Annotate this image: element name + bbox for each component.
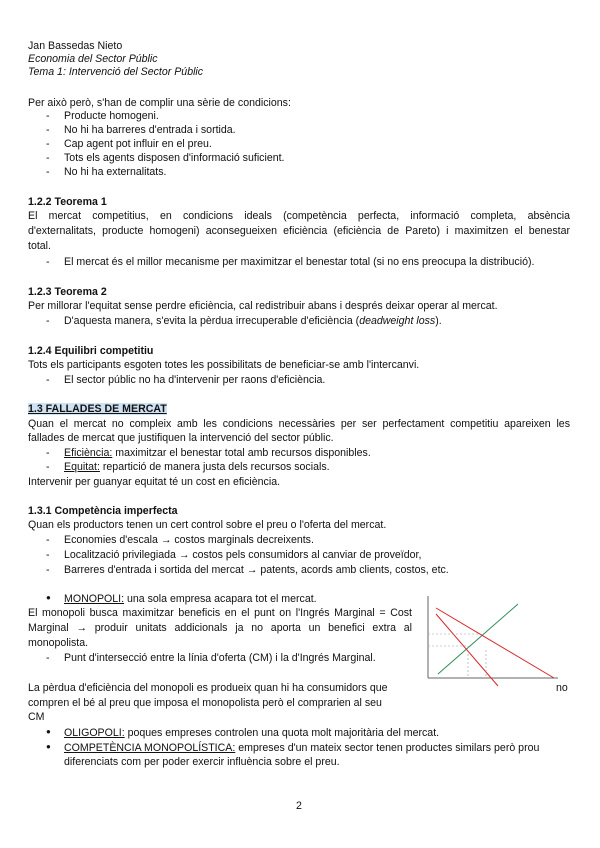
list-item: D'aquesta manera, s'evita la pèrdua irrecuperable d'eficiència (deadweight loss). <box>64 315 442 327</box>
list-item: Tots els agents disposen d'informació suficient. <box>64 152 285 164</box>
document-page: Jan Bassedas Nieto Economia del Sector Públic Tema 1: Intervenció del Sector Públic Per això però, s'han de complir una sèrie de condicions: - Producte homogeni. - No hi ha barreres d'entrada i sortida. - Cap agent pot influir en el preu. - Tots els agents disposen d'informació suficient. - No hi ha externalitats. 1.2.2 Teorema 1 El mercat competitius, en condicions ideals (competència perfecta, informació completa, absència d'externalitats, producte homogeni) aconsegueixen eficiència (eficiència de Pareto) i maximitzen el benestar total. - El mercat és el millor mecanisme per maximitzar el benestar total (si no ens preocupa la distribució). 1.2.3 Teorema 2 Per millorar l'equitat sense perdre eficiència, cal redistribuir abans i després deixar operar al mercat. - D'aquesta manera, s'evita la pèrdua irrecuperable d'eficiència (deadweight loss). 1.2.4 Equilibri competitiu Tots els participants esgoten totes les possibilitats de beneficiar-se amb l'intercanvi. - El sector públic no ha d'intervenir per raons d'eficiència. 1.3 FALLADES DE MERCAT Quan el mercat no compleix amb les condicions necessàries per ser perfectament competitiu apareixen les fallades de mercat que justifiquen la intervenció del sector públic. - Eficiència: maximitzar el benestar total amb recursos disponibles. - Equitat: repartició de manera justa dels recursos socials. Intervenir per guanyar equitat té un cost en eficiència. 1.3.1 Competència imperfecta Quan els productors tenen un cert control sobre el preu o l'oferta del mercat. - Economies d'escala → costos marginals decreixents. - Localització privilegiada → costos pels consumidors al canviar de proveïdor, - Barreres d'entrada i sortida del mercat → patents, acords amb clients, costos, etc. ● MONOPOLI: una sola empresa acapara tot el mercat. El monopoli busca maximitzar beneficis en el punt on l'Ingrés Marginal = Cost Marginal → produir unitats addicionals ja no aporta un benefici extra al monopolista. - Punt d'intersecció entre la línia d'oferta (CM) i la d'Ingrés Marginal. La pèrdua d'eficiència del monopoli es produeix quan hi ha consumidors que no compren el bé al preu que imposa el monopolista però el comprarien al seu CM ● OLIGOPOLI: poques empreses controlen una quota molt majoritària del mercat. ● COMPETÈNCIA MONOPOLÍSTICA: empreses d'un mateix sector tenen productes similars però prou diferenciats com per poder exercir influència sobre el preu. 2 <box>28 40 570 812</box>
list-item: COMPETÈNCIA MONOPOLÍSTICA: empreses d'un mateix sector tenen productes similars però prou <box>64 742 540 754</box>
topic-title: Tema 1: Intervenció del Sector Públic <box>28 66 204 78</box>
paragraph-line: La pèrdua d'eficiència del monopoli es produeix quan hi ha consumidors que <box>28 682 388 694</box>
paragraph-line: d'externalitats, producte homogeni) aconsegueixen eficiència (eficiència de Pareto) i maximitzen el benestar <box>28 225 570 237</box>
marginal-revenue-line <box>436 614 498 686</box>
section-heading: 1.2.3 Teorema 2 <box>28 286 107 298</box>
paragraph-line: Marginal → produir unitats addicionals ja no aporta un benefici extra al <box>28 622 412 634</box>
list-item: OLIGOPOLI: poques empreses controlen una quota molt majoritària del mercat. <box>64 727 440 739</box>
section-heading: 1.3 FALLADES DE MERCAT <box>28 403 167 415</box>
monopoly-diagram <box>418 590 570 690</box>
demand-line <box>436 608 554 678</box>
list-item: Economies d'escala → costos marginals decreixents. <box>64 534 314 546</box>
list-item: Cap agent pot influir en el preu. <box>64 138 212 150</box>
paragraph-line: total. <box>28 240 51 252</box>
paragraph-line: no <box>556 682 568 694</box>
paragraph-line: compren el bé al preu que imposa el monopolista però el comprarien al seu <box>28 697 382 709</box>
list-item: Barreres d'entrada i sortida del mercat → patents, acords amb clients, costos, etc. <box>64 564 449 576</box>
section-heading: 1.3.1 Competència imperfecta <box>28 505 178 517</box>
list-item: Producte homogeni. <box>64 110 159 122</box>
list-item: No hi ha externalitats. <box>64 166 167 178</box>
list-item: Eficiència: maximitzar el benestar total amb recursos disponibles. <box>64 447 371 459</box>
paragraph-line: fallades de mercat que justifiquen la intervenció del sector públic. <box>28 432 334 444</box>
list-item: Equitat: repartició de manera justa dels recursos socials. <box>64 461 330 473</box>
paragraph-line: Per millorar l'equitat sense perdre eficiència, cal redistribuir abans i després deixar operar al mercat. <box>28 300 498 312</box>
author-name: Jan Bassedas Nieto <box>28 40 123 52</box>
list-item: Punt d'intersecció entre la línia d'oferta (CM) i la d'Ingrés Marginal. <box>64 652 376 664</box>
intro-lead: Per això però, s'han de complir una sèrie de condicions: <box>28 97 291 109</box>
paragraph-line: Quan el mercat no compleix amb les condicions necessàries per ser perfectament competitiu apareixen les <box>28 418 570 430</box>
list-item: MONOPOLI: una sola empresa acapara tot el mercat. <box>64 593 317 605</box>
list-item: El sector públic no ha d'intervenir per raons d'eficiència. <box>64 374 326 386</box>
list-item-continuation: diferenciats com per poder exercir influència sobre el preu. <box>64 756 340 768</box>
paragraph-line: CM <box>28 711 45 723</box>
paragraph-line: monopolista. <box>28 637 89 649</box>
paragraph-line: Quan els productors tenen un cert control sobre el preu o l'oferta del mercat. <box>28 519 387 531</box>
paragraph-line: El mercat competitius, en condicions ideals (competència perfecta, informació completa, absència <box>28 210 570 222</box>
list-item: Localització privilegiada → costos pels consumidors al canviar de proveïdor, <box>64 549 422 561</box>
paragraph-line: Tots els participants esgoten totes les possibilitats de beneficiar-se amb l'intercanvi. <box>28 359 420 371</box>
list-item: El mercat és el millor mecanisme per maximitzar el benestar total (si no ens preocupa la distribució). <box>64 256 535 268</box>
page-number: 2 <box>296 800 302 812</box>
course-name: Economia del Sector Públic <box>28 53 158 65</box>
section-heading: 1.2.4 Equilibri competitiu <box>28 345 154 357</box>
paragraph-line: El monopoli busca maximitzar beneficis en el punt on l'Ingrés Marginal = Cost <box>28 607 412 619</box>
section-heading: 1.2.2 Teorema 1 <box>28 196 107 208</box>
paragraph-line: Intervenir per guanyar equitat té un cost en eficiència. <box>28 476 281 488</box>
list-item: No hi ha barreres d'entrada i sortida. <box>64 124 236 136</box>
